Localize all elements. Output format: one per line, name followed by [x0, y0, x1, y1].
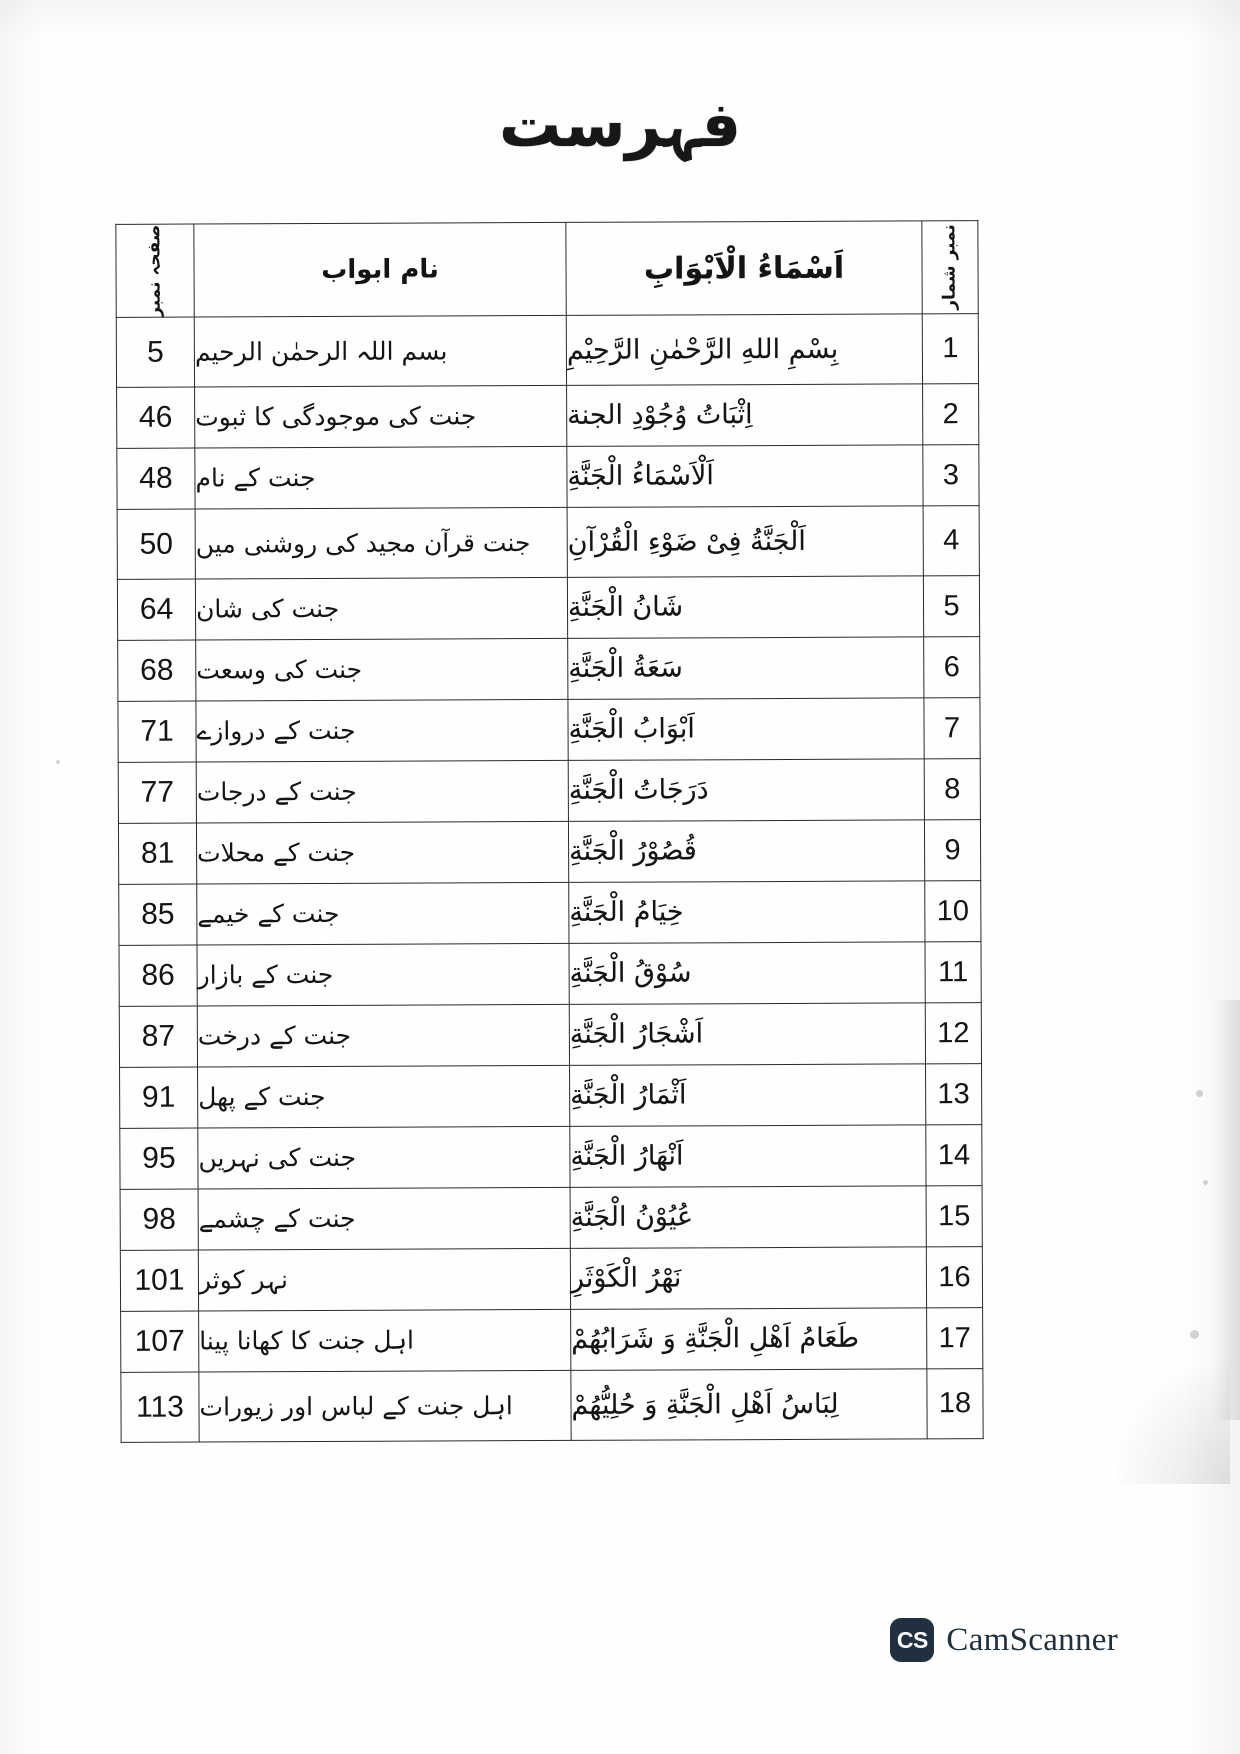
column-header-page-number-label: صفحہ نمبر — [144, 224, 165, 317]
cell-arabic-name: دَرَجَاتُ الْجَنَّةِ — [568, 759, 924, 822]
cell-urdu-name: بسم اللہ الرحمٰن الرحیم — [194, 316, 566, 388]
cell-arabic-name: اِثْبَاتُ وُجُوْدِ الجنة — [567, 384, 923, 447]
table-of-contents — [118, 222, 980, 1441]
cell-urdu-name: جنت کے نام — [195, 447, 567, 510]
table-row — [121, 1369, 983, 1443]
camscanner-label: CamScanner — [946, 1621, 1118, 1658]
page-title: فہرست — [498, 88, 742, 161]
cell-number: 1 — [922, 314, 978, 384]
table-row — [119, 881, 981, 946]
cell-urdu-name: جنت کی شان — [195, 578, 567, 641]
cell-number: 7 — [924, 698, 980, 759]
cell-arabic-name: اَبْوَابُ الْجَنَّةِ — [568, 698, 924, 761]
cell-page-number: 113 — [121, 1372, 199, 1442]
camscanner-badge-icon: CS — [890, 1618, 934, 1662]
cell-page-number: 77 — [118, 762, 196, 823]
cell-urdu-name: جنت کے پھل — [198, 1066, 570, 1129]
cell-page-number: 48 — [117, 448, 195, 509]
cell-urdu-name: جنت کے دروازے — [196, 700, 568, 763]
toc-table-header — [116, 221, 978, 318]
table-row — [118, 698, 980, 763]
cell-number: 11 — [925, 942, 981, 1003]
cell-page-number: 81 — [118, 823, 196, 884]
cell-arabic-name: اَنْهَارُ الْجَنَّةِ — [570, 1125, 926, 1188]
scan-speck — [56, 760, 60, 764]
cell-urdu-name: نہر کوثر — [198, 1249, 570, 1312]
table-row — [118, 820, 980, 885]
cell-arabic-name: سُوْقُ الْجَنَّةِ — [569, 942, 925, 1005]
cell-urdu-name: جنت کے درخت — [197, 1005, 569, 1068]
cell-urdu-name: جنت قرآن مجید کی روشنی میں — [195, 508, 567, 580]
table-row — [119, 1003, 981, 1068]
cell-page-number: 85 — [119, 884, 197, 945]
column-header-number-label: نمبر شمار — [939, 224, 960, 311]
cell-urdu-name: جنت کے چشمے — [198, 1188, 570, 1251]
table-row — [117, 506, 979, 580]
cell-urdu-name: جنت کی وسعت — [196, 639, 568, 702]
cell-page-number: 46 — [117, 387, 195, 448]
cell-arabic-name: اَثْمَارُ الْجَنَّةِ — [570, 1064, 926, 1127]
cell-number: 2 — [923, 384, 979, 445]
cell-number: 15 — [926, 1186, 982, 1247]
column-header-page-number — [116, 224, 194, 317]
scan-speck — [1190, 1330, 1199, 1339]
table-row — [120, 1186, 982, 1251]
cell-page-number: 91 — [120, 1067, 198, 1128]
cell-urdu-name: اہل جنت کا کھانا پینا — [199, 1310, 571, 1373]
cell-page-number: 98 — [120, 1189, 198, 1250]
table-row — [118, 637, 980, 702]
cell-page-number: 101 — [120, 1250, 198, 1311]
cell-urdu-name: جنت کی نہریں — [198, 1127, 570, 1190]
toc-table-body — [116, 314, 983, 1443]
cell-page-number: 107 — [121, 1311, 199, 1372]
cell-page-number: 86 — [119, 945, 197, 1006]
cell-page-number: 5 — [116, 317, 194, 387]
cell-number: 5 — [923, 576, 979, 637]
cell-number: 3 — [923, 445, 979, 506]
cell-urdu-name: جنت کے خیمے — [197, 883, 569, 946]
table-row — [119, 942, 981, 1007]
cell-urdu-name: جنت کے بازار — [197, 944, 569, 1007]
cell-urdu-name: جنت کی موجودگی کا ثبوت — [195, 386, 567, 449]
column-header-urdu-names: نام ابواب — [194, 222, 566, 317]
scan-speck — [1196, 1090, 1203, 1097]
cell-urdu-name: اہل جنت کے لباس اور زیورات — [199, 1371, 571, 1443]
scan-corner-smudge — [1110, 1354, 1230, 1484]
table-row — [117, 576, 979, 641]
cell-page-number: 95 — [120, 1128, 198, 1189]
cell-arabic-name: اَلْاَسْمَاءُ الْجَنَّةِ — [567, 445, 923, 508]
cell-arabic-name: نَهْرُ الْكَوْثَرِ — [570, 1247, 926, 1310]
cell-arabic-name: طَعَامُ اَهْلِ الْجَنَّةِ وَ شَرَابُهُمْ — [571, 1308, 927, 1371]
cell-urdu-name: جنت کے محلات — [196, 822, 568, 885]
cell-number: 12 — [925, 1003, 981, 1064]
cell-arabic-name: عُيُوْنُ الْجَنَّةِ — [570, 1186, 926, 1249]
column-header-arabic-names: اَسْمَاءُ الْاَبْوَابِ — [566, 221, 922, 316]
table-row — [120, 1125, 982, 1190]
cell-number: 6 — [924, 637, 980, 698]
cell-arabic-name: سَعَةُ الْجَنَّةِ — [568, 637, 924, 700]
table-row — [118, 759, 980, 824]
cell-arabic-name: اَشْجَارُ الْجَنَّةِ — [569, 1003, 925, 1066]
scan-speck — [1203, 1180, 1208, 1185]
cell-page-number: 71 — [118, 701, 196, 762]
table-row — [116, 314, 978, 388]
column-header-number — [922, 221, 978, 314]
cell-page-number: 64 — [117, 579, 195, 640]
cell-page-number: 68 — [118, 640, 196, 701]
table-row — [117, 384, 979, 449]
cell-arabic-name: شَانُ الْجَنَّةِ — [567, 576, 923, 639]
cell-number: 13 — [926, 1064, 982, 1125]
cell-arabic-name: قُصُوْرُ الْجَنَّةِ — [568, 820, 924, 883]
cell-urdu-name: جنت کے درجات — [196, 761, 568, 824]
table-row — [120, 1064, 982, 1129]
cell-arabic-name: اَلْجَنَّةُ فِىْ ضَوْءِ الْقُرْآنِ — [567, 506, 923, 578]
cell-number: 8 — [924, 759, 980, 820]
cell-number: 10 — [925, 881, 981, 942]
cell-page-number: 50 — [117, 509, 195, 579]
cell-number: 17 — [927, 1308, 983, 1369]
table-row — [120, 1247, 982, 1312]
table-row — [117, 445, 979, 510]
cell-number: 4 — [923, 506, 979, 576]
cell-number: 14 — [926, 1125, 982, 1186]
camscanner-watermark — [890, 1618, 1118, 1662]
cell-page-number: 87 — [119, 1006, 197, 1067]
cell-number: 18 — [927, 1369, 983, 1439]
cell-arabic-name: لِبَاسُ اَهْلِ الْجَنَّةِ وَ حُلِيُّهُمْ — [571, 1369, 927, 1441]
cell-number: 16 — [926, 1247, 982, 1308]
cell-arabic-name: بِسْمِ اللهِ الرَّحْمٰنِ الرَّحِيْمِ — [566, 314, 922, 386]
table-row — [121, 1308, 983, 1373]
cell-arabic-name: خِيَامُ الْجَنَّةِ — [569, 881, 925, 944]
cell-number: 9 — [924, 820, 980, 881]
table-header-row — [116, 221, 978, 318]
toc-table — [115, 220, 983, 1443]
